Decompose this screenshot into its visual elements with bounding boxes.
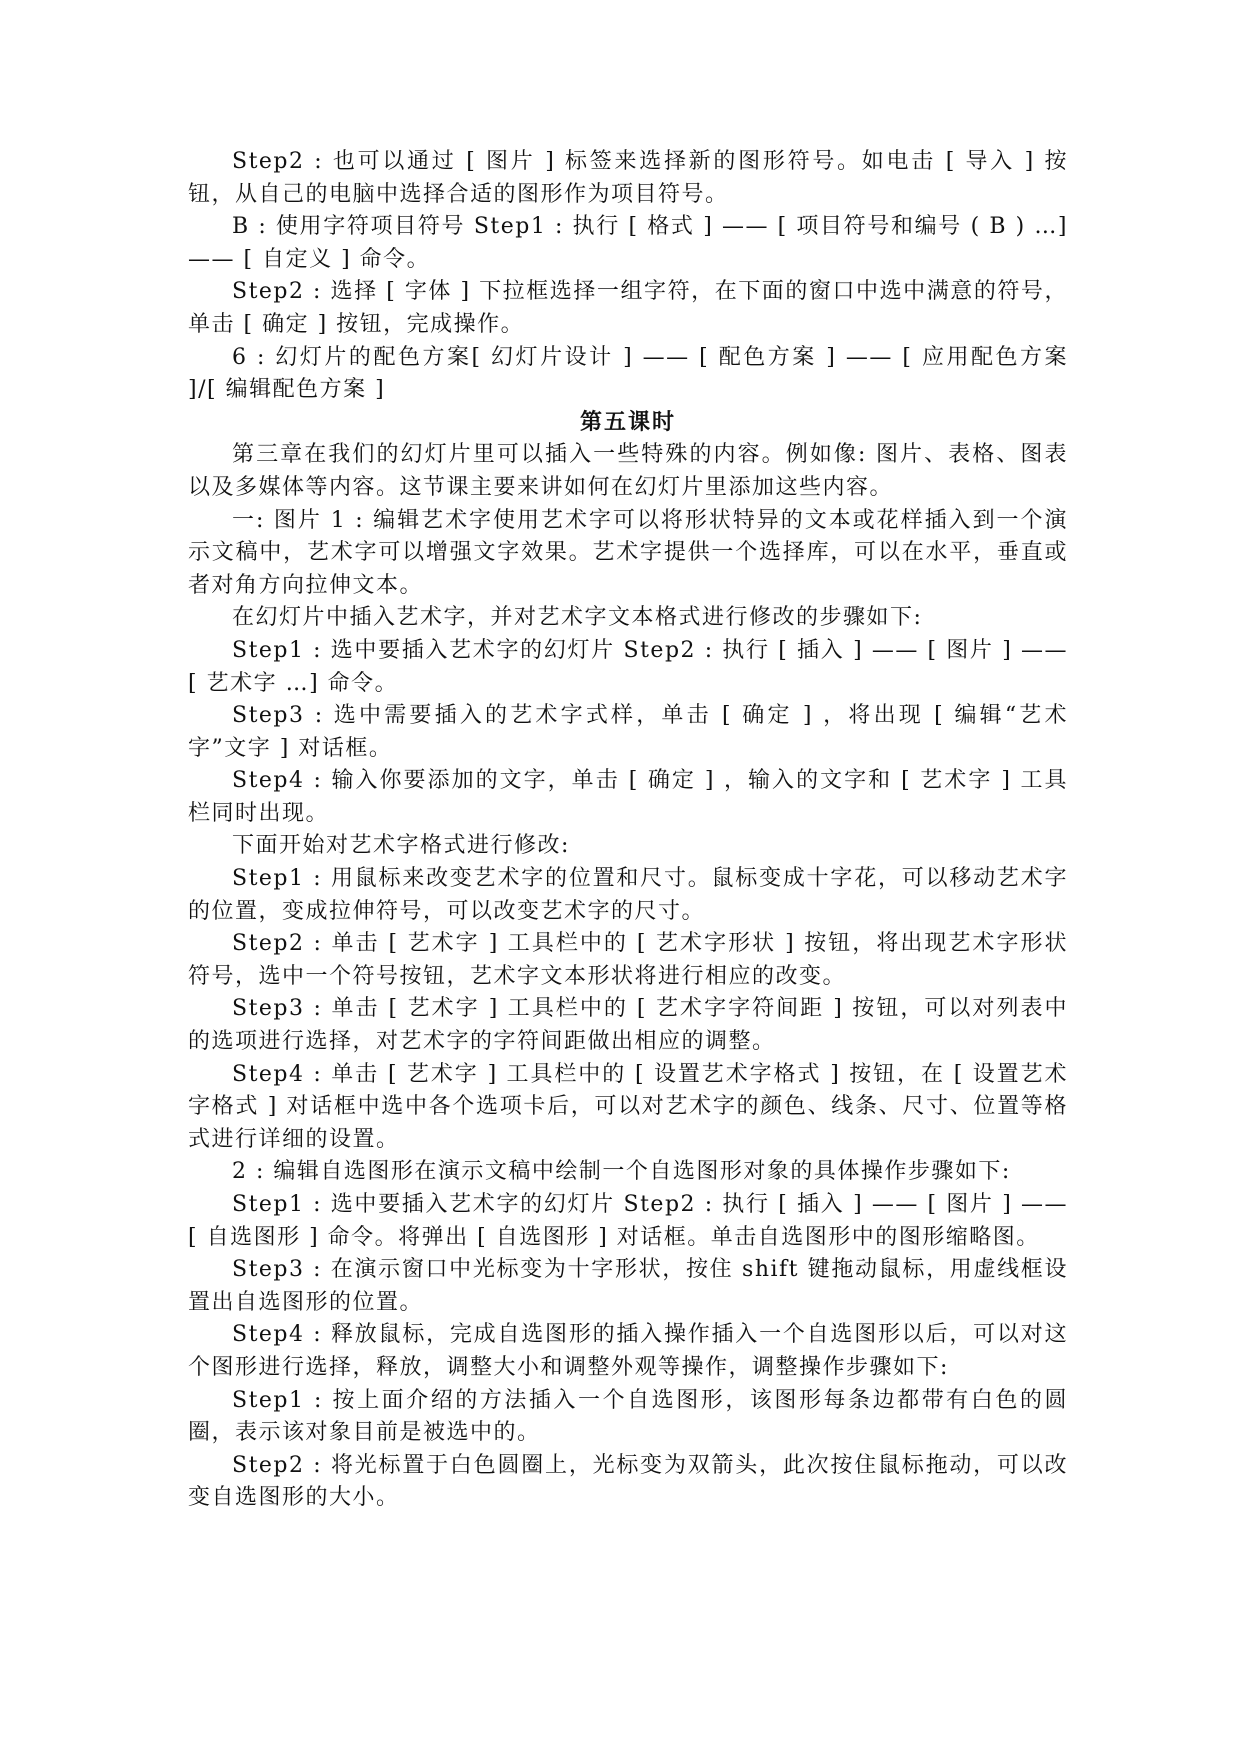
paragraph: Step4 : 输入你要添加的文字，单击 [ 确定 ] ，输入的文字和 [ 艺术字 ] 工具栏同时出现。 <box>188 768 1068 826</box>
paragraph: Step4 : 单击 [ 艺术字 ] 工具栏中的 [ 设置艺术字格式 ] 按钮，在 [ 设置艺术字格式 ] 对话框中选中各个选项卡后，可以对艺术字的颜色、线条、尺寸、位置等格式进行详细的设置。 <box>188 1061 1068 1152</box>
paragraph: 6 : 幻灯片的配色方案[ 幻灯片设计 ] —— [ 配色方案 ] —— [ 应用配色方案 ]/[ 编辑配色方案 ] <box>188 344 1068 403</box>
paragraph: Step2 : 单击 [ 艺术字 ] 工具栏中的 [ 艺术字形状 ] 按钮，将出现艺术字形状符号，选中一个符号按钮，艺术字文本形状将进行相应的改变。 <box>188 931 1068 989</box>
paragraph: Step1 : 按上面介绍的方法插入一个自选图形，该图形每条边都带有白色的圆圈，表示该对象目前是被选中的。 <box>188 1387 1068 1446</box>
paragraph: 2 : 编辑自选图形在演示文稿中绘制一个自选图形对象的具体操作步骤如下: <box>232 1159 1011 1185</box>
paragraph: Step3 : 在演示窗口中光标变为十字形状，按住 shift 键拖动鼠标，用虚线框设置出自选图形的位置。 <box>188 1257 1068 1315</box>
paragraph: Step1 : 选中要插入艺术字的幻灯片 Step2 : 执行 [ 插入 ] —— [ 图片 ] —— [ 艺术字 …] 命令。 <box>188 637 1068 696</box>
paragraph: Step2 : 也可以通过 [ 图片 ] 标签来选择新的图形符号。如电击 [ 导入 ] 按钮，从自己的电脑中选择合适的图形作为项目符号。 <box>188 149 1068 207</box>
paragraph: Step1 : 用鼠标来改变艺术字的位置和尺寸。鼠标变成十字花，可以移动艺术字的位置，变成拉伸符号，可以改变艺术字的尺寸。 <box>188 866 1068 924</box>
paragraph: Step3 : 选中需要插入的艺术字式样，单击 [ 确定 ] ，将出现 [ 编辑“艺术字”文字 ] 对话框。 <box>188 703 1068 761</box>
paragraph: Step3 : 单击 [ 艺术字 ] 工具栏中的 [ 艺术字字符间距 ] 按钮，可以对列表中的选项进行选择，对艺术字的字符间距做出相应的调整。 <box>188 996 1068 1055</box>
paragraph: B : 使用字符项目符号 Step1 : 执行 [ 格式 ] —— [ 项目符号和编号 ( B ) …] —— [ 自定义 ] 命令。 <box>188 214 1068 272</box>
paragraph: Step4 : 释放鼠标，完成自选图形的插入操作插入一个自选图形以后，可以对这个图形进行选择，释放，调整大小和调整外观等操作，调整操作步骤如下: <box>188 1322 1068 1380</box>
paragraph: Step2 : 选择 [ 字体 ] 下拉框选择一组字符，在下面的窗口中选中满意的符号，单击 [ 确定 ] 按钮，完成操作。 <box>188 279 1068 337</box>
paragraph: 第三章在我们的幻灯片里可以插入一些特殊的内容。例如像: 图片、表格、图表以及多媒体等内容。这节课主要来讲如何在幻灯片里添加这些内容。 <box>188 442 1068 500</box>
paragraph: 在幻灯片中插入艺术字，并对艺术字文本格式进行修改的步骤如下: <box>232 605 923 631</box>
document-page <box>188 146 1068 1515</box>
paragraph: Step1 : 选中要插入艺术字的幻灯片 Step2 : 执行 [ 插入 ] —— [ 图片 ] —— [ 自选图形 ] 命令。将弹出 [ 自选图形 ] 对话框。单击自选图形中的图形缩略图。 <box>188 1192 1068 1250</box>
section-heading: 第五课时 <box>579 409 676 435</box>
paragraph: Step2 : 将光标置于白色圆圈上，光标变为双箭头，此次按住鼠标拖动，可以改变自选图形的大小。 <box>188 1452 1068 1511</box>
paragraph: 一: 图片 1 : 编辑艺术字使用艺术字可以将形状特异的文本或花样插入到一个演示文稿中，艺术字可以增强文字效果。艺术字提供一个选择库，可以在水平，垂直或者对角方向拉伸文本。 <box>188 507 1068 598</box>
paragraph: 下面开始对艺术字格式进行修改: <box>232 833 570 859</box>
